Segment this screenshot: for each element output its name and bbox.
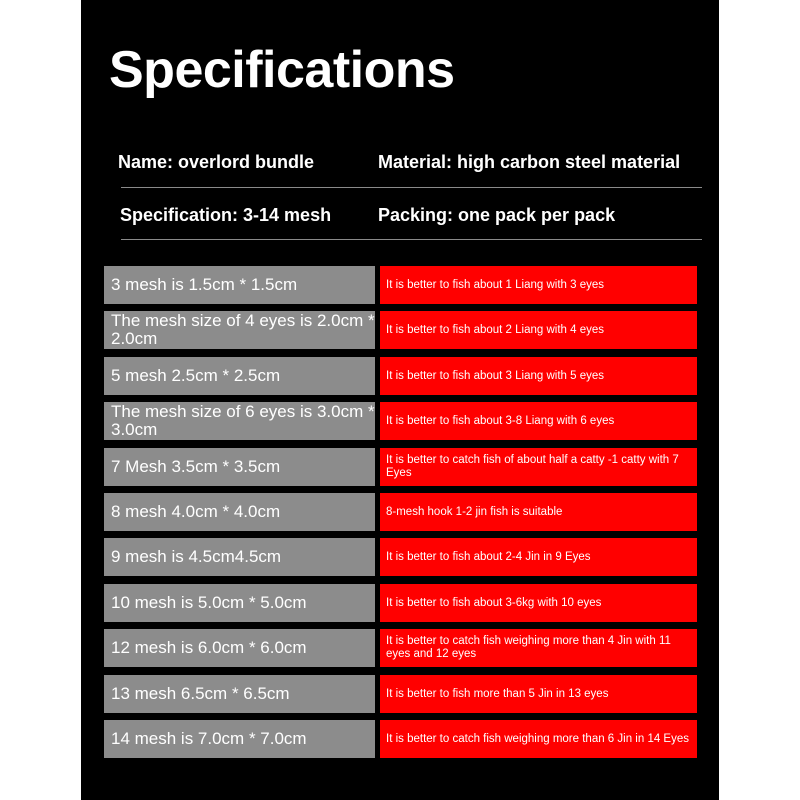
- mesh-size-cell: 10 mesh is 5.0cm * 5.0cm: [104, 584, 375, 622]
- fishing-advice-cell: It is better to catch fish weighing more than 6 Jin in 14 Eyes: [380, 720, 697, 758]
- mesh-size-cell: 9 mesh is 4.5cm4.5cm: [104, 538, 375, 576]
- spec-material: Material: high carbon steel material: [378, 152, 681, 172]
- spec-specification: Specification: 3-14 mesh: [120, 205, 332, 225]
- mesh-size-cell: 5 mesh 2.5cm * 2.5cm: [104, 357, 375, 395]
- divider: [121, 187, 702, 188]
- fishing-advice-cell: It is better to fish about 2 Liang with 4 eyes: [380, 311, 697, 349]
- mesh-size-cell: The mesh size of 6 eyes is 3.0cm * 3.0cm: [104, 402, 375, 440]
- table-row: [104, 311, 697, 349]
- table-row: [104, 266, 697, 304]
- table-row: [104, 493, 697, 531]
- fishing-advice-cell: It is better to fish about 3 Liang with 5 eyes: [380, 357, 697, 395]
- fishing-advice-cell: It is better to fish about 3-8 Liang with 6 eyes: [380, 402, 697, 440]
- mesh-size-cell: 8 mesh 4.0cm * 4.0cm: [104, 493, 375, 531]
- spec-packing: Packing: one pack per pack: [378, 205, 616, 225]
- mesh-size-cell: 13 mesh 6.5cm * 6.5cm: [104, 675, 375, 713]
- mesh-size-cell: The mesh size of 4 eyes is 2.0cm * 2.0cm: [104, 311, 375, 349]
- page-title: Specifications: [109, 41, 455, 99]
- mesh-size-cell: 12 mesh is 6.0cm * 6.0cm: [104, 629, 375, 667]
- fishing-advice-cell: It is better to catch fish of about half a catty -1 catty with 7 Eyes: [380, 448, 697, 486]
- table-row: [104, 402, 697, 440]
- fishing-advice-cell: It is better to fish about 3-6kg with 10 eyes: [380, 584, 697, 622]
- table-row: [104, 675, 697, 713]
- mesh-size-cell: 14 mesh is 7.0cm * 7.0cm: [104, 720, 375, 758]
- mesh-size-cell: 3 mesh is 1.5cm * 1.5cm: [104, 266, 375, 304]
- table-row: [104, 720, 697, 758]
- fishing-advice-cell: It is better to fish about 2-4 Jin in 9 Eyes: [380, 538, 697, 576]
- fishing-advice-cell: 8-mesh hook 1-2 jin fish is suitable: [380, 493, 697, 531]
- divider: [121, 239, 702, 240]
- mesh-size-cell: 7 Mesh 3.5cm * 3.5cm: [104, 448, 375, 486]
- table-row: [104, 357, 697, 395]
- table-row: [104, 629, 697, 667]
- spec-panel: [81, 0, 719, 800]
- fishing-advice-cell: It is better to fish more than 5 Jin in 13 eyes: [380, 675, 697, 713]
- table-row: [104, 448, 697, 486]
- spec-name: Name: overlord bundle: [118, 152, 315, 172]
- fishing-advice-cell: It is better to catch fish weighing more than 4 Jin with 11 eyes and 12 eyes: [380, 629, 697, 667]
- fishing-advice-cell: It is better to fish about 1 Liang with 3 eyes: [380, 266, 697, 304]
- table-row: [104, 538, 697, 576]
- table-row: [104, 584, 697, 622]
